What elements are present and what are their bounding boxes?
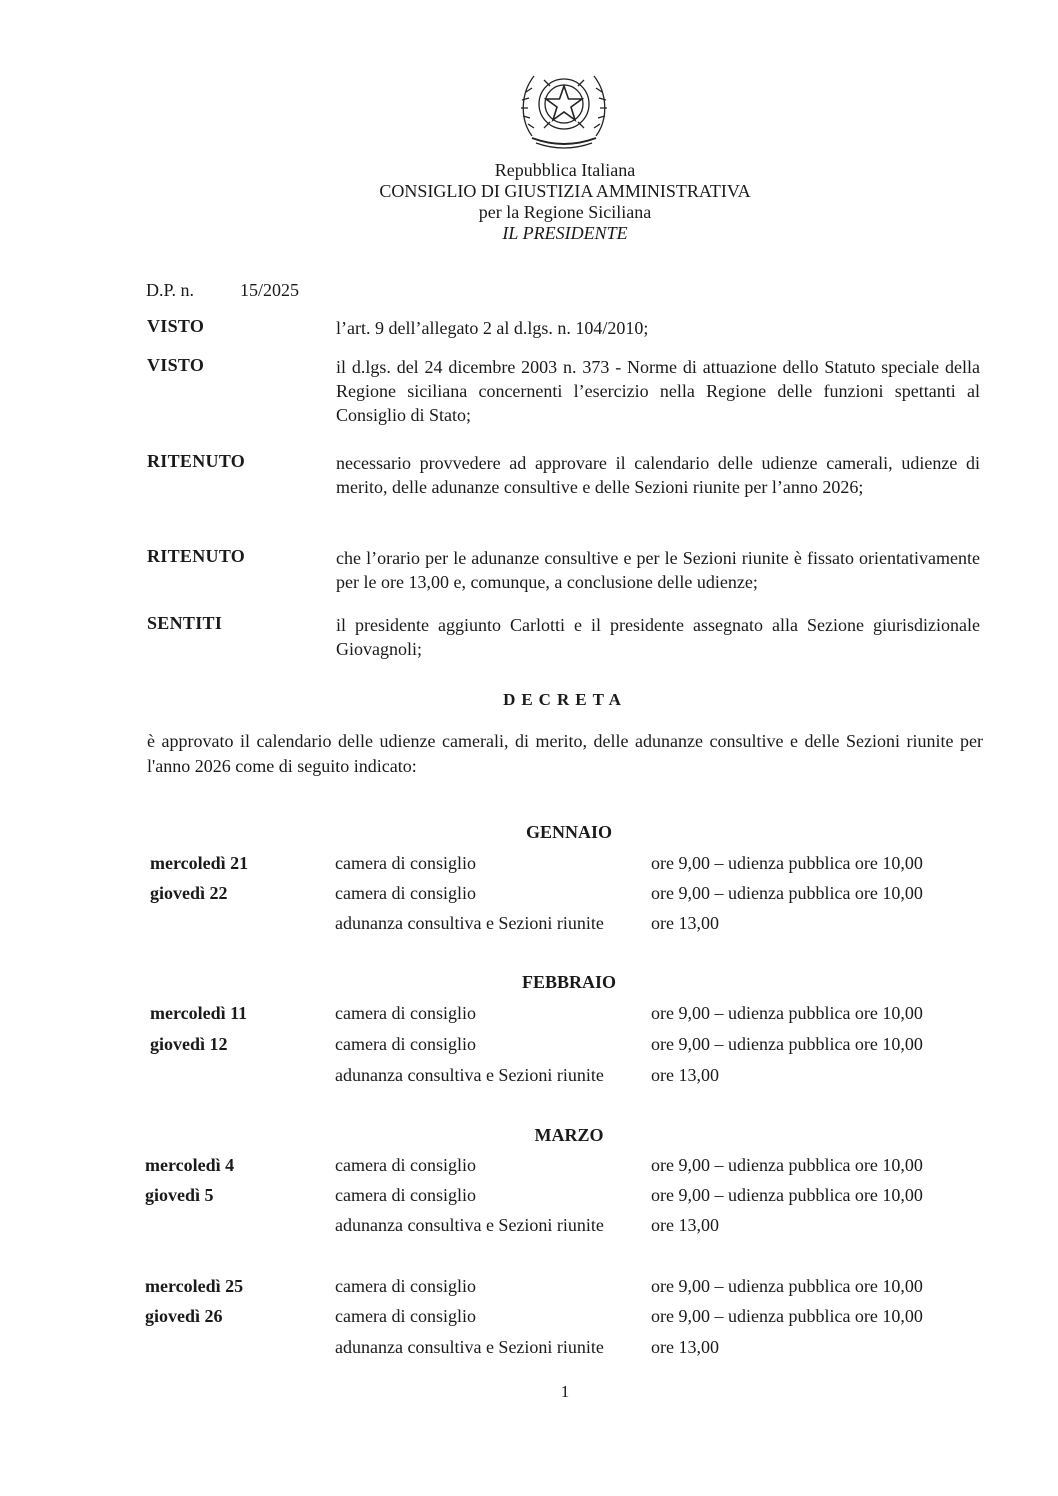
calendar-day: giovedì 12 bbox=[150, 1034, 228, 1054]
republic-emblem bbox=[514, 58, 614, 154]
session-time: ore 9,00 – udienza pubblica ore 10,00 bbox=[651, 1003, 923, 1023]
clause-label: VISTO bbox=[147, 316, 205, 336]
decreta-heading: DECRETA bbox=[503, 690, 627, 709]
intro-paragraph: è approvato il calendario delle udienze camerali, di merito, delle adunanze consultive e delle Sezioni riunite per l'anno 2026 come di seguito indicato: bbox=[147, 731, 983, 776]
clause-label: SENTITI bbox=[147, 613, 223, 633]
session-time: ore 13,00 bbox=[651, 1065, 719, 1085]
month-heading: GENNAIO bbox=[525, 822, 612, 842]
session-time: ore 9,00 – udienza pubblica ore 10,00 bbox=[651, 853, 923, 873]
session-type: camera di consiglio bbox=[335, 1306, 476, 1326]
republic-title: Repubblica Italiana bbox=[494, 160, 636, 180]
session-type: adunanza consultiva e Sezioni riunite bbox=[335, 1215, 604, 1235]
session-time: ore 13,00 bbox=[651, 1337, 719, 1357]
session-time: ore 13,00 bbox=[651, 913, 719, 933]
calendar-day: giovedì 5 bbox=[145, 1185, 214, 1205]
month-heading: FEBBRAIO bbox=[521, 972, 617, 992]
decree-number: 15/2025 bbox=[240, 280, 300, 300]
decree-number-label: D.P. n. bbox=[146, 280, 195, 300]
clause-label: RITENUTO bbox=[147, 451, 246, 471]
session-time: ore 13,00 bbox=[651, 1215, 719, 1235]
session-type: camera di consiglio bbox=[335, 1276, 476, 1296]
session-time: ore 9,00 – udienza pubblica ore 10,00 bbox=[651, 1185, 923, 1205]
document-header bbox=[0, 160, 1058, 244]
session-type: camera di consiglio bbox=[335, 853, 476, 873]
clause-text: che l’orario per le adunanze consultive e per le Sezioni riunite è fissato orientativamente per le ore 13,00 e, comunque, a conclusione delle udienze; bbox=[336, 548, 980, 592]
session-time: ore 9,00 – udienza pubblica ore 10,00 bbox=[651, 1034, 923, 1054]
calendar-day: giovedì 26 bbox=[145, 1306, 223, 1326]
session-type: camera di consiglio bbox=[335, 1003, 476, 1023]
page-number: 1 bbox=[560, 1382, 570, 1401]
region-title: per la Regione Siciliana bbox=[478, 202, 652, 222]
session-type: camera di consiglio bbox=[335, 1185, 476, 1205]
session-type: camera di consiglio bbox=[335, 1155, 476, 1175]
session-time: ore 9,00 – udienza pubblica ore 10,00 bbox=[651, 1155, 923, 1175]
session-type: adunanza consultiva e Sezioni riunite bbox=[335, 1065, 604, 1085]
calendar-day: mercoledì 11 bbox=[150, 1003, 248, 1023]
clause-text: il presidente aggiunto Carlotti e il presidente assegnato alla Sezione giurisdizionale Giovagnoli; bbox=[336, 615, 980, 659]
session-type: adunanza consultiva e Sezioni riunite bbox=[335, 1337, 604, 1357]
session-time: ore 9,00 – udienza pubblica ore 10,00 bbox=[651, 883, 923, 903]
council-title: CONSIGLIO DI GIUSTIZIA AMMINISTRATIVA bbox=[379, 181, 751, 201]
session-time: ore 9,00 – udienza pubblica ore 10,00 bbox=[651, 1276, 923, 1296]
clause-text: l’art. 9 dell’allegato 2 al d.lgs. n. 104/2010; bbox=[336, 318, 649, 338]
clause-text: il d.lgs. del 24 dicembre 2003 n. 373 - Norme di attuazione dello Statuto speciale della Regione siciliana concernenti l’esercizio nella Regione delle funzioni spettanti al Consiglio di Stato; bbox=[336, 357, 980, 425]
month-heading: MARZO bbox=[534, 1125, 604, 1145]
president-title: IL PRESIDENTE bbox=[502, 223, 628, 243]
calendar-day: mercoledì 25 bbox=[145, 1276, 244, 1296]
clause-text: necessario provvedere ad approvare il calendario delle udienze camerali, udienze di merito, delle adunanze consultive e delle Sezioni riunite per l’anno 2026; bbox=[336, 453, 980, 497]
session-type: camera di consiglio bbox=[335, 883, 476, 903]
calendar-day: mercoledì 21 bbox=[150, 853, 249, 873]
clause-label: VISTO bbox=[147, 355, 205, 375]
session-type: camera di consiglio bbox=[335, 1034, 476, 1054]
calendar-day: giovedì 22 bbox=[150, 883, 228, 903]
calendar-day: mercoledì 4 bbox=[145, 1155, 235, 1175]
session-time: ore 9,00 – udienza pubblica ore 10,00 bbox=[651, 1306, 923, 1326]
session-type: adunanza consultiva e Sezioni riunite bbox=[335, 913, 604, 933]
clause-label: RITENUTO bbox=[147, 546, 246, 566]
